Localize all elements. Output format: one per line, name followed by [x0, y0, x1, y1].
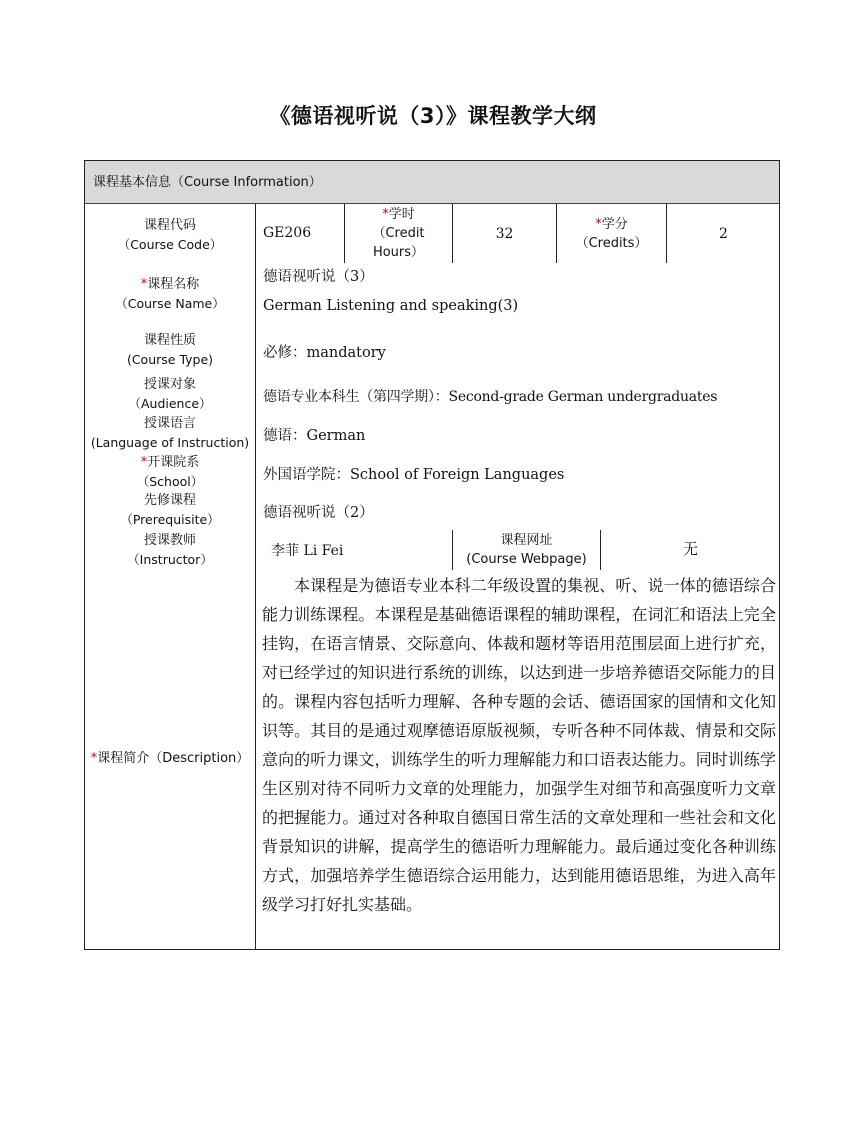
value-credits: 2	[719, 226, 728, 242]
label-course-type: 课程性质 (Course Type)	[126, 333, 214, 367]
value-course-name-en: German Listening and speaking(3)	[263, 298, 519, 314]
page-title: 《德语视听说（3）》课程教学大纲	[269, 104, 597, 128]
label-credit-hours: *学时 （Credit Hours）	[372, 207, 425, 260]
value-prerequisite: 德语视听说（2）	[263, 505, 374, 521]
value-credit-hours: 32	[495, 226, 514, 242]
course-info-table	[84, 160, 780, 950]
label-credits: *学分 （Credits）	[575, 217, 648, 251]
value-course-code: GE206	[263, 225, 312, 241]
description-text: 本课程是为德语专业本科二年级设置的集视、听、说一体的德语综合能力训练课程。本课程是基础德语课程的辅助课程，在词汇和语法上完全挂钩，在语言情景、交际意向、体裁和题材等语用范围层面上进行扩充，对已经学过的知识进行系统的训练，以达到进一步培养德语交际能力的目的。课程内容包括听力理解、各种专题的会话、德语国家的国情和文化知识等。其目的是通过观摩德语原版视频，专听各种不同体裁、情景和交际意向的听力课文，训练学生的听力理解能力和口语表达能力。同时训练学生区别对待不同听力文章的处理能力，加强学生对细节和高强度听力文章的把握能力。通过对各种取自德国日常生活的文章处理和一些社会和文化背景知识的讲解，提高学生的德语听力理解能力。最后通过变化各种训练方式，加强培养学生德语综合运用能力，达到能用德语思维，为进入高年级学习打好扎实基础。	[262, 576, 776, 914]
label-prerequisite: 先修课程 （Prerequisite）	[120, 493, 220, 527]
value-course-webpage: 无	[682, 540, 698, 558]
section-header: 课程基本信息（Course Information）	[85, 161, 779, 204]
divider	[255, 204, 256, 950]
label-course-webpage: 课程网址 (Course Webpage)	[466, 533, 587, 567]
value-school: 外国语学院：School of Foreign Languages	[263, 467, 565, 483]
label-description: *课程简介（Description）	[90, 751, 250, 766]
label-audience: 授课对象 （Audience）	[128, 377, 212, 411]
label-school: *开课院系 （School）	[136, 455, 204, 489]
label-course-code: 课程代码 （Course Code）	[117, 218, 223, 252]
value-language: 德语：German	[263, 428, 366, 444]
value-course-name-cn: 德语视听说（3）	[263, 269, 374, 285]
label-instructor: 授课教师 （Instructor）	[127, 533, 213, 567]
label-language: 授课语言 (Language of Instruction)	[90, 416, 250, 450]
value-course-type: 必修：mandatory	[263, 345, 386, 361]
value-instructor: 李菲 Li Fei	[271, 543, 344, 559]
value-audience: 德语专业本科生（第四学期）：Second-grade German undergraduates	[263, 389, 718, 405]
label-course-name: *课程名称 （Course Name）	[115, 277, 225, 311]
